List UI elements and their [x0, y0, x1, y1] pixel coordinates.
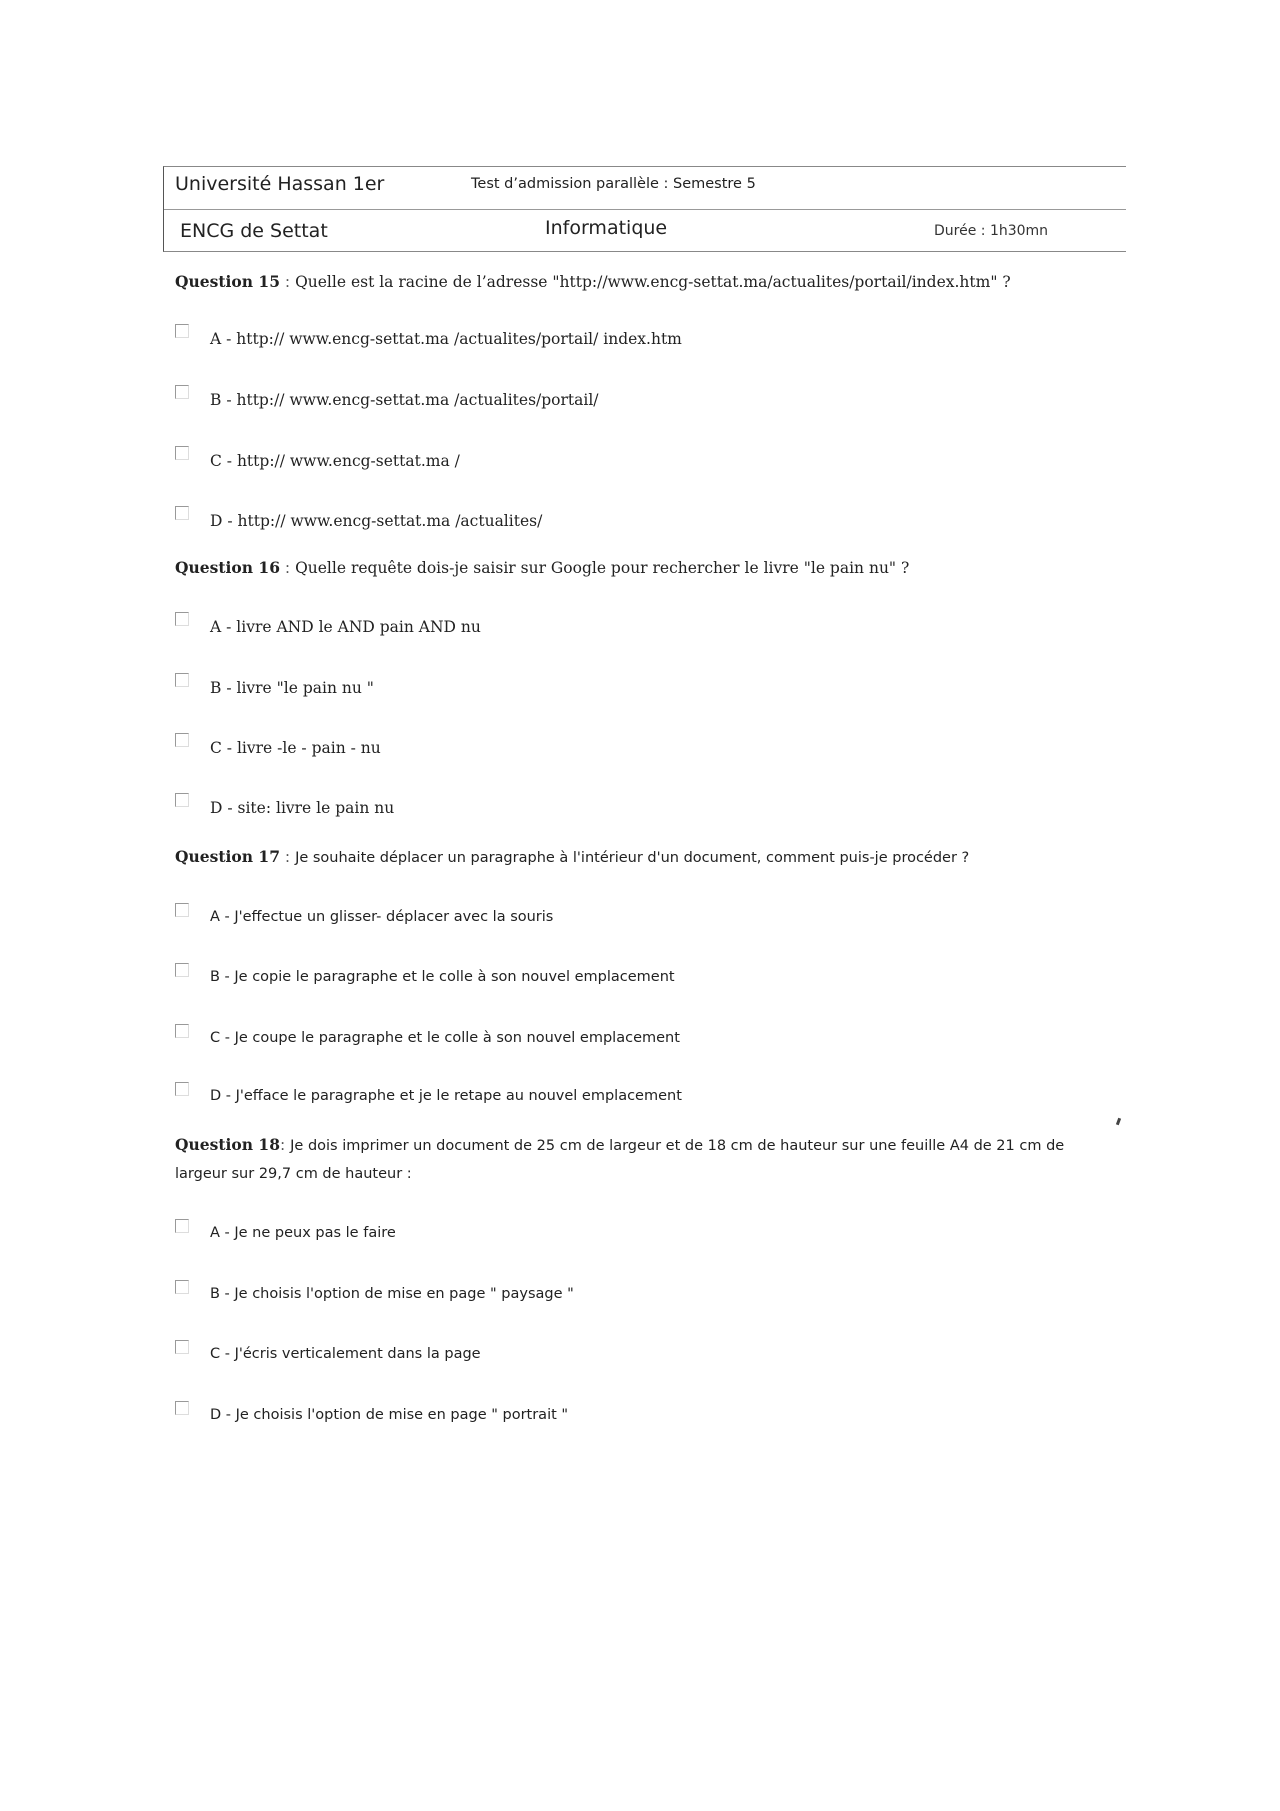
duration: Durée : 1h30mn — [934, 223, 1049, 239]
checkbox[interactable] — [175, 1340, 189, 1354]
q18-option-d[interactable] — [175, 1401, 1075, 1431]
question-text: Je dois imprimer un document de 25 cm de largeur et de 18 cm de hauteur sur une feuille A4 de 21 cm de largeur sur 29,7 cm de hauteur : — [175, 1138, 1065, 1182]
q18-option-b[interactable] — [175, 1280, 1075, 1310]
question-text: Quelle est la racine de l’adresse "http://www.encg-settat.ma/actualites/portail/index.htm" ? — [295, 273, 1011, 291]
checkbox[interactable] — [175, 733, 189, 747]
question-15: Question 15 : Quelle est la racine de l’adresse "http://www.encg-settat.ma/actualites/portail/index.htm" ? — [175, 272, 1011, 291]
q17-option-d[interactable] — [175, 1082, 1075, 1112]
question-16: Question 16 : Quelle requête dois-je saisir sur Google pour rechercher le livre "le pain nu" ? — [175, 558, 910, 577]
option-text: A - http:// www.encg-settat.ma /actualites/portail/ index.htm — [210, 330, 682, 348]
checkbox[interactable] — [175, 506, 189, 520]
q17-option-a[interactable] — [175, 903, 1075, 933]
checkbox[interactable] — [175, 963, 189, 977]
q18-option-a[interactable] — [175, 1219, 1075, 1249]
checkbox[interactable] — [175, 673, 189, 687]
q15-option-b[interactable] — [175, 385, 1075, 415]
option-text: D - J'efface le paragraphe et je le retape au nouvel emplacement — [210, 1088, 682, 1104]
q17-option-c[interactable] — [175, 1024, 1075, 1054]
question-label: Question 15 — [175, 272, 280, 291]
question-18: Question 18: Je dois imprimer un document de 25 cm de largeur et de 18 cm de hauteur sur une feuille A4 de 21 cm de largeur sur 29,7 cm de hauteur : — [175, 1135, 1065, 1182]
q15-option-d[interactable] — [175, 506, 1075, 536]
q17-option-b[interactable] — [175, 963, 1075, 993]
checkbox[interactable] — [175, 793, 189, 807]
checkbox[interactable] — [175, 1082, 189, 1096]
q15-option-c[interactable] — [175, 446, 1075, 476]
checkbox[interactable] — [175, 1024, 189, 1038]
checkbox[interactable] — [175, 385, 189, 399]
checkbox[interactable] — [175, 903, 189, 917]
option-text: A - Je ne peux pas le faire — [210, 1225, 396, 1241]
option-text: D - site: livre le pain nu — [210, 799, 395, 817]
checkbox[interactable] — [175, 612, 189, 626]
option-text: B - http:// www.encg-settat.ma /actualites/portail/ — [210, 391, 599, 409]
header-divider — [164, 209, 1126, 210]
option-text: C - Je coupe le paragraphe et le colle à son nouvel emplacement — [210, 1030, 680, 1046]
q16-option-b[interactable] — [175, 673, 1075, 703]
checkbox[interactable] — [175, 1280, 189, 1294]
option-text: B - Je choisis l'option de mise en page " paysage " — [210, 1286, 574, 1302]
option-text: C - J'écris verticalement dans la page — [210, 1346, 481, 1362]
checkbox[interactable] — [175, 324, 189, 338]
question-text: Quelle requête dois-je saisir sur Google pour rechercher le livre "le pain nu" ? — [295, 559, 910, 577]
school-name: ENCG de Settat — [180, 220, 328, 242]
test-title: Test d’admission parallèle : Semestre 5 — [471, 176, 756, 192]
q16-option-a[interactable] — [175, 612, 1075, 642]
subject-title: Informatique — [545, 217, 668, 239]
option-text: D - Je choisis l'option de mise en page " portrait " — [210, 1407, 569, 1423]
option-text: C - livre -le - pain - nu — [210, 739, 381, 757]
option-text: B - Je copie le paragraphe et le colle à son nouvel emplacement — [210, 969, 675, 985]
checkbox[interactable] — [175, 1219, 189, 1233]
option-text: B - livre "le pain nu " — [210, 679, 374, 697]
exam-header — [163, 166, 1126, 252]
option-text: D - http:// www.encg-settat.ma /actualites/ — [210, 512, 543, 530]
question-17: Question 17 : Je souhaite déplacer un paragraphe à l'intérieur d'un document, comment puis-je procéder ? — [175, 847, 970, 866]
question-label: Question 18 — [175, 1135, 280, 1154]
question-label: Question 16 — [175, 558, 280, 577]
q16-option-c[interactable] — [175, 733, 1075, 763]
question-text: Je souhaite déplacer un paragraphe à l'intérieur d'un document, comment puis-je procéder ? — [295, 850, 970, 866]
checkbox[interactable] — [175, 446, 189, 460]
option-text: A - J'effectue un glisser- déplacer avec la souris — [210, 909, 554, 925]
q18-option-c[interactable] — [175, 1340, 1075, 1370]
option-text: A - livre AND le AND pain AND nu — [210, 618, 481, 636]
q15-option-a[interactable] — [175, 324, 1075, 354]
q16-option-d[interactable] — [175, 793, 1075, 823]
checkbox[interactable] — [175, 1401, 189, 1415]
option-text: C - http:// www.encg-settat.ma / — [210, 452, 460, 470]
scan-speck — [1116, 1118, 1121, 1126]
university-name: Université Hassan 1er — [175, 173, 385, 195]
question-label: Question 17 — [175, 847, 280, 866]
